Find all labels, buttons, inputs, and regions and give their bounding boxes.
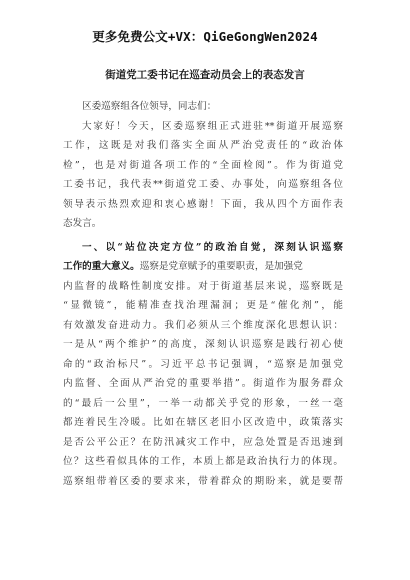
section-heading: 一、以“站位决定方位”的政治自觉，深刻认识巡察 — [82, 241, 343, 253]
section-line: 都连着民生冷暖。比如在辖区老旧小区改造中，政策落实 — [63, 417, 343, 428]
section-line: 是否公平公正？在防汛减灾工作中，应急处置是否迅速到 — [63, 436, 343, 448]
section-line: 一是从“两个维护”的高度，深刻认识巡察是践行初心使 — [63, 339, 343, 350]
section-line: 命的“政治标尺”。习近平总书记强调，“巡察是加强党 — [63, 358, 343, 370]
paragraph-line: 大家好！今天，区委巡察组正式进驻**街道开展巡察 — [82, 120, 343, 132]
watermark-header: 更多免费公文+VX：QiGeGongWen2024 — [92, 29, 318, 44]
section-line: 内监督、全面从严治党的重要举措”。街道作为服务群众 — [63, 378, 343, 389]
paragraph-line: 检”，也是对街道各项工作的“全面检阅”。作为街道党 — [63, 159, 343, 171]
section-line: 有效激发奋进动力。我们必须从三个维度深化思想认识： — [63, 319, 343, 331]
section-heading-continuation — [63, 257, 343, 277]
section-line: 内监督的战略性制度安排。对于街道基层来说，巡察既是 — [63, 280, 343, 292]
section-line: 位？这些看似具体的工作，本质上都是政治执行力的体现。 — [63, 456, 343, 467]
paragraph-line: 领导表示热烈欢迎和衷心感谢！下面，我从四个方面作表 — [63, 198, 343, 210]
speech-title: 街道党工委书记在巡查动员会上的表态发言 — [105, 69, 305, 81]
section-heading-end: 工作的重大意义。 — [63, 261, 140, 272]
paragraph-line: 工委书记，我代表**街道党工委、办事处，向巡察组各位 — [63, 179, 343, 190]
section-text-start: 巡察是党章赋予的重要职责，是加强党 — [139, 261, 303, 272]
section-line: 的“最后一公里”，一举一动都关乎党的形象，一丝一毫 — [63, 397, 343, 409]
section-line: “显微镜”，能精准查找治理漏洞；更是“催化剂”，能 — [63, 300, 343, 311]
salutation: 区委巡察组各位领导，同志们： — [82, 101, 217, 112]
speech-body — [63, 97, 343, 491]
section-line: 巡察组带着区委的要求来，带着群众的期盼来，就是要帮 — [63, 475, 343, 487]
paragraph-line: 态发言。 — [63, 218, 102, 229]
paragraph-line: 工作，这既是对我们落实全面从严治党责任的“政治体 — [63, 140, 343, 151]
